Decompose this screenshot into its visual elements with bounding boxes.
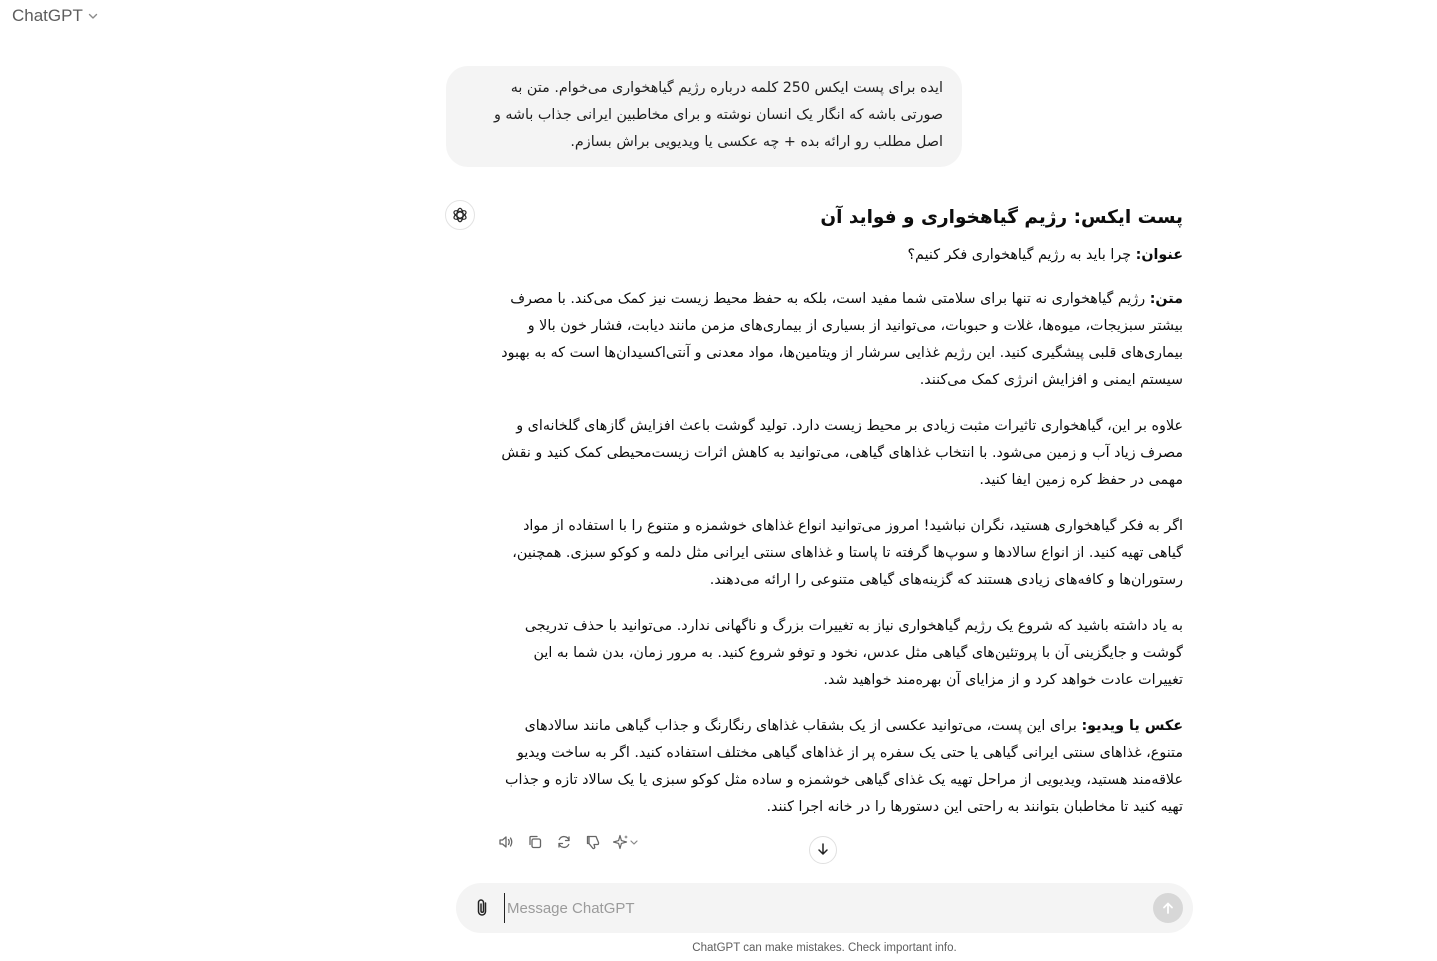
regenerate-icon[interactable]: [553, 831, 575, 853]
response-heading-line: [496, 242, 1183, 269]
send-button[interactable]: [1153, 893, 1183, 923]
arrow-down-icon: [816, 841, 830, 860]
user-message-text: ایده برای پست ایکس 250 کلمه درباره رژیم گیاهخواری می‌خوام. متن به صورتی باشه که انگار یک انسان نوشته و برای مخاطبین ایرانی جذاب باشه و اصل مطلب رو ارائه بده + چه عکسی یا ویدیویی براش بسازم.: [493, 80, 943, 150]
response-paragraph-4: به یاد داشته باشید که شروع یک رژیم گیاهخواری نیاز به تغییرات بزرگ و ناگهانی ندارد. می‌توانید با حذف تدریجی گوشت و جایگزینی آن با پروتئین‌های گیاهی مثل عدس، نخود و توفو شروع کنید. به مرور زمان، بدن شما به این تغییرات عادت خواهد کرد و از مزایای آن بهره‌مند خواهید شد.: [524, 618, 1183, 688]
heading-label: عنوان:: [1135, 247, 1183, 263]
media-text: برای این پست، می‌توانید عکسی از یک بشقاب غذاهای رنگارنگ و جذاب گیاهی مانند سالادهای متنوع، غذاهای سنتی ایرانی گیاهی یا حتی یک سفره پر از غذاهای گیاهی مختلف استفاده کنید. اگر به ساخت ویدیو علاقه‌مند هستید، ویدیویی از مراحل تهیه یک غذای گیاهی خوشمزه و ساده مثل کوکو سبزی یا یک سالاد تازه و جذاب تهیه کنید تا مخاطبان بتوانند به راحتی این دستورها را در خانه اجرا کنند.: [505, 718, 1183, 815]
response-paragraph-2: علاوه بر این، گیاهخواری تاثیرات مثبت زیادی بر محیط زیست دارد. تولید گوشت باعث افزایش گازهای گلخانه‌ای و مصرف زیاد آب و زمین می‌شود. با انتخاب غذاهای گیاهی، می‌توانید به کاهش اثرات زیست‌محیطی کمک کنید و نقش مهمی در حفظ کره زمین ایفا کنید.: [501, 418, 1183, 488]
body-label: متن:: [1149, 291, 1183, 307]
assistant-message: [496, 203, 1183, 840]
response-paragraph-3: اگر به فکر گیاهخواری هستید، نگران نباشید! امروز می‌توانید انواع غذاهای خوشمزه و متنوع را با استفاده از مواد گیاهی تهیه کنید. از انواع سالادها و سوپ‌ها گرفته تا پاستا و غذاهای سنتی ایرانی مثل دلمه و کوکو سبزی. همچنین، رستوران‌ها و کافه‌های زیادی هستند که گزینه‌های گیاهی متنوعی را ارائه می‌دهند.: [512, 518, 1183, 588]
heading-text: چرا باید به رژیم گیاهخواری فکر کنیم؟: [907, 247, 1136, 263]
model-switcher[interactable]: [6, 2, 105, 30]
response-title: پست ایکس: رژیم گیاهخواری و فواید آن: [820, 207, 1183, 228]
user-message: [446, 66, 962, 167]
thumbs-down-icon[interactable]: [582, 831, 604, 853]
message-input[interactable]: [504, 893, 1147, 923]
model-name: ChatGPT: [12, 6, 83, 25]
message-composer: [456, 883, 1193, 933]
openai-logo-icon: [445, 200, 475, 230]
sparkle-model-icon[interactable]: [611, 831, 641, 853]
paperclip-icon[interactable]: [470, 896, 494, 920]
read-aloud-icon[interactable]: [495, 831, 517, 853]
arrow-up-icon: [1160, 900, 1176, 916]
media-label: عکس یا ویدیو:: [1081, 718, 1183, 734]
disclaimer: ChatGPT can make mistakes. Check important info.: [692, 942, 957, 954]
body-text: رژیم گیاهخواری نه تنها برای سلامتی شما مفید است، بلکه به حفظ محیط زیست نیز کمک می‌کند. با مصرف بیشتر سبزیجات، میوه‌ها، غلات و حبوبات، می‌توانید از بسیاری از بیماری‌های مزمن مانند دیابت، فشار خون بالا و بیماری‌های قلبی پیشگیری کنید. این رژیم غذایی سرشار از ویتامین‌ها، مواد معدنی و آنتی‌اکسیدان‌ها است که به بهبود سیستم ایمنی و افزایش انرژی کمک می‌کنند.: [501, 291, 1183, 388]
message-actions: [495, 831, 641, 853]
response-media-paragraph: [496, 713, 1183, 821]
copy-icon[interactable]: [524, 831, 546, 853]
chevron-down-icon: [87, 10, 99, 22]
response-body-paragraph: [496, 286, 1183, 394]
scroll-down-button[interactable]: [809, 836, 837, 864]
